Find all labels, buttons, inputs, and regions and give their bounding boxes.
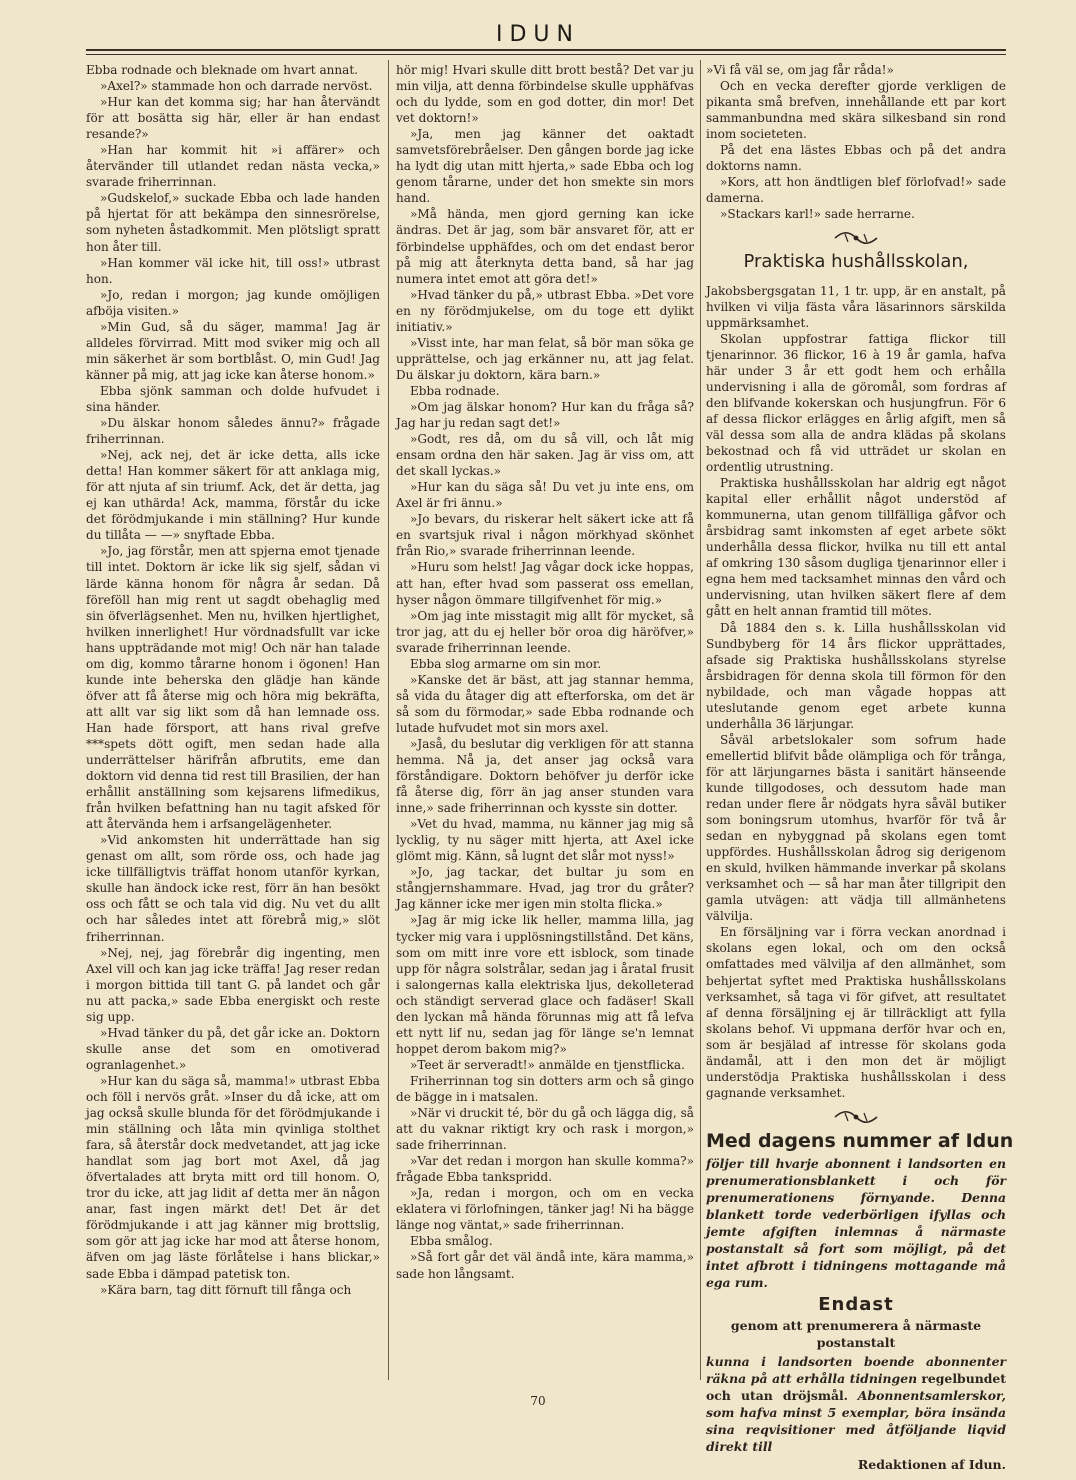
paragraph: Då 1884 den s. k. Lilla hushållsskolan vid Sundbyberg för 14 års flickor upprättades, afsade sig Praktiska hushållsskolans styrelse årsbidragen för denna skola till förmon för den nybildade, och man vågade hoppas att uteslutande genom eget arbete kunna underhålla 36 lärjungar. bbox=[706, 620, 1006, 731]
paragraph: »Stackars karl!» sade herrarne. bbox=[720, 207, 915, 222]
paragraph: »Jo, redan i morgon; jag kunde omöjligen afböja visiten.» bbox=[86, 287, 380, 318]
paragraph: »Han har kommit hit »i affärer» och återvänder till utlandet redan nästa vecka,» svarade friherrinnan. bbox=[86, 143, 380, 190]
paragraph: Friherrinnan tog sin dotters arm och så gingo de bägge in i matsalen. bbox=[396, 1073, 694, 1104]
column-divider bbox=[388, 60, 389, 1380]
paragraph: Och en vecka derefter gjorde verkligen de pikanta små brefven, innehållande ett par kort sammanbundna med skära silkesband sin rond inom societeten. bbox=[706, 79, 1006, 142]
ornament-icon bbox=[833, 230, 879, 246]
page-number: 70 bbox=[530, 1394, 546, 1408]
paragraph: Ebba smålog. bbox=[410, 1234, 493, 1249]
paragraph: »Om jag älskar honom? Hur kan du fråga så? Jag har ju redan sagt det!» bbox=[396, 399, 694, 431]
paragraph: »Huru som helst! Jag vågar dock icke hoppas, att han, efter hvad som passerat oss emellan, hyser någon ömmare tillgifvenhet för mig.» bbox=[396, 560, 694, 607]
paragraph: »Jo, jag förstår, men att spjerna emot tjenade till intet. Doktorn är icke lik sig sjelf, sådan vi lärde känna honom för några år sedan. Då föreföll han mig rent ut sagdt obehaglig med sin öfverlägsenhet. Men nu, hvilken hjertlighet, hvilken innerlighet! Hur vördnadsfullt var icke hans uppträdande mot mig! Och när han talade om dig, kommo tårarne honom i ögonen! Han kunde inte beherska den glädje han kände öfver att få återse mig och höra mig bekräfta, att allt var sig likt som då han lemnade oss. Han hade försport, att hans rival grefve ***spets dött ogift, men sedan hade alla underrättelser härifrån afbrutits, eme dan doktorn vid denna tid rest till Brasilien, der han erhållit anställning som kejsarens lifmedikus, från hvilken befattning han nu tagit afsked för att återvända hem i arfsangelägenheter. bbox=[86, 544, 380, 832]
paragraph: En försäljning var i förra veckan anordnad i skolans egen lokal, och om den också omfattades med välvilja af den allmänhet, som behjertat syftet med Praktiska hushållsskolans verksamhet, så taga vi för gifvet, att resultatet af denna försäljning ej är tillräckligt att fylla skolans behof. Vi uppmana derför hvar och en, som är besjälad af intresse för skolans goda ändamål, att i den mon det är möjligt understödja Praktiska hushållsskolan i dess gagnande verksamhet. bbox=[706, 925, 1006, 1100]
notice-intro: följer till hvarje abonnent i landsorten en prenumerationsblankett i och för prenumerationens förnyande. Denna blankett torde vederbörligen ifyllas och jemte afgiften inlemnas å närmaste postanstalt så fort som möjligt, på det intet afbrott i tidningens mottagande må ega rum. bbox=[706, 1155, 1006, 1290]
paragraph: »Ja, men jag känner det oaktadt samvetsförebråelser. Den gången borde jag icke ha lydt dig utan mitt hjerta,» sade Ebba och log genom tårarne, under det hon smekte sin mors hand. bbox=[396, 127, 694, 206]
paragraph: »Visst inte, har man felat, så bör man söka ge upprättelse, och jag erkänner nu, att jag felat. Du älskar ju doktorn, kära barn.» bbox=[396, 335, 694, 382]
paragraph: »Godt, res då, om du så vill, och låt mig ensam ordna den här saken. Jag är viss om, att det skall lyckas.» bbox=[396, 432, 694, 479]
masthead-title: IDUN bbox=[496, 22, 580, 47]
paragraph: »Vi få väl se, om jag får råda!» bbox=[706, 63, 894, 77]
paragraph: hör mig! Hvari skulle ditt brott bestå? Det var ju min vilja, att denna förbindelse skulle upphäfvas och du lydde, som en god dotter, din mor! Det vet doktorn!» bbox=[396, 63, 694, 126]
paragraph: »Jo, jag tackar, det bultar ju som en stångjernshammare. Hvad, jag tror du gråter? Jag känner icke mer igen min stolta flicka.» bbox=[396, 865, 694, 912]
paragraph: Skolan uppfostrar fattiga flickor till tjenarinnor. 36 flickor, 16 à 19 år gamla, hafva här under 3 år ett godt hem och erhålla undervisning i alla de göromål, som fordras af den blifvande kokerskan och husjungfrun. För 6 af dessa flickor erlägges en årlig afgift, men så väl dessa som alla de andra klädas på skolans bekostnad och få vid utträdet ur skolan en ordentlig utrustning. bbox=[706, 331, 1006, 475]
notice-bold-line: genom att prenumerera å närmaste postanstalt bbox=[730, 1318, 982, 1350]
paragraph: »Vet du hvad, mamma, nu känner jag mig så lycklig, ty nu säger mitt hjerta, att Axel icke glömt mig. Känn, så lugnt det slår mot nyss!» bbox=[396, 817, 694, 864]
story-column-2 bbox=[396, 62, 694, 1282]
paragraph: Jakobsbergsgatan 11, 1 tr. upp, är en anstalt, på hvilken vi vilja fästa våra läsarinnors särskilda uppmärksamhet. bbox=[706, 283, 1006, 330]
paragraph: »Kors, att hon ändtligen blef förlofvad!» sade damerna. bbox=[706, 175, 1006, 206]
notice-signature: Redaktionen af Idun. bbox=[857, 1457, 1006, 1472]
story-column-1 bbox=[86, 62, 380, 1298]
paragraph: »Du älskar honom således ännu?» frågade friherrinnan. bbox=[86, 416, 380, 447]
paragraph: Ebba rodnade och bleknade om hvart annat. bbox=[86, 63, 358, 77]
notice-body-part: regelbundet och utan dröjsmål. bbox=[706, 1371, 1006, 1403]
paragraph: »Gudskelof,» suckade Ebba och lade handen på hjertat för att bekämpa den sinnesrörelse, som nyheten åstadkommit. Men plötsligt spratt hon åter till. bbox=[86, 191, 380, 254]
paragraph: »Teet är serveradt!» anmälde en tjenstflicka. bbox=[410, 1057, 685, 1072]
column-divider bbox=[700, 60, 701, 1380]
masthead-rule-thick bbox=[86, 49, 1006, 51]
paragraph: »Hur kan det komma sig; har han återvändt för att bosätta sig här, eller är han endast resande?» bbox=[86, 95, 380, 142]
paragraph: »Han kommer väl icke hit, till oss!» utbrast hon. bbox=[86, 255, 380, 286]
paragraph: Ebba sjönk samman och dolde hufvudet i sina händer. bbox=[86, 383, 380, 414]
paragraph: »Hur kan du säga så! Du vet ju inte ens, om Axel är fri ännu.» bbox=[396, 480, 694, 511]
paragraph: Ebba rodnade. bbox=[410, 383, 500, 398]
paragraph: »Jag är mig icke lik heller, mamma lilla, jag tycker mig vara i upplösningstillstånd. Det käns, som om mitt inre vore ett isblock, som tinade upp för några solstrålar, sedan jag i åratal frusit i salongernas kalla elektriska ljus, dekolleterad och ständigt serverad glace och fadäser! Skall den lyckan må hända förunnas mig att få lefva ett nytt lif nu, sedan jag för länge se'n lemnat hoppet derom bakom mig?» bbox=[396, 913, 694, 1056]
paragraph: Ebba slog armarne om sin mor. bbox=[410, 656, 602, 671]
paragraph: »När vi druckit té, bör du gå och lägga dig, så att du vaknar riktigt kry och rask i morgon,» sade friherrinnan. bbox=[396, 1106, 694, 1153]
column-3 bbox=[706, 62, 1014, 1473]
paragraph: »Jo bevars, du riskerar helt säkert icke att få en svartsjuk rival i någon mörkhyad skönhet från Rio,» svarade friherrinnan leende. bbox=[396, 512, 694, 559]
paragraph: »Om jag inte misstagit mig allt för mycket, så tror jag, att du ej heller bör oroa dig häröfver,» svarade friherrinnan leende. bbox=[396, 608, 694, 655]
paragraph: »Må hända, men gjord gerning kan icke ändras. Det är jag, som bär ansvaret för, att er förbindelse upphäfdes, och om det endast beror på mig att återknyta detta band, så har jag numera intet emot att göra det!» bbox=[396, 207, 694, 286]
paragraph: »Ja, redan i morgon, och om en vecka eklatera vi förlofningen, tänker jag! Ni ha bägge länge nog väntat,» sade friherrinnan. bbox=[396, 1186, 694, 1233]
paragraph: »Var det redan i morgon han skulle komma?» frågade Ebba tankspridd. bbox=[396, 1154, 694, 1185]
notice-body-part: kunna i landsorten boende abonnenter räkna på att erhålla tidningen bbox=[706, 1354, 1006, 1386]
paragraph: »Min Gud, så du säger, mamma! Jag är alldeles förvirrad. Mitt mod sviker mig och all min säkerhet är som bortblåst. O, min Gud! Jag känner på mig, att jag icke kan återse honom.» bbox=[86, 319, 380, 382]
paragraph: »Kära barn, tag ditt förnuft till fånga och bbox=[100, 1282, 352, 1297]
notice-heading: Med dagens nummer af Idun bbox=[706, 1129, 1014, 1152]
paragraph: »Axel?» stammade hon och darrade nervöst. bbox=[100, 79, 373, 94]
paragraph: »Hur kan du säga så, mamma!» utbrast Ebba och föll i nervös gråt. »Inser du då icke, att om jag också skulle blunda för det förödmjukande i min ställning och låta min qvinliga stolthet fara, så återstår dock medvetandet, att jag icke handlat som jag bort mot Axel, då jag öfvertalades att bryta mitt ord till honom. O, tror du icke, att jag lidit af detta mer än någon anar, fast ingen märkt det! Det är det förödmjukande i att jag känner mig brottslig, som gör att jag icke har mod att återse honom, äfven om jag läste förlåtelse i hans blickar,» sade Ebba i dämpad patetisk ton. bbox=[86, 1073, 380, 1281]
paragraph: »Kanske det är bäst, att jag stannar hemma, så vida du åtager dig att efterforska, om det är så som du förmodar,» sade Ebba rodnande och lutade hufvudet mot sin mors axel. bbox=[396, 672, 694, 735]
paragraph: Såväl arbetslokaler som sofrum hade emellertid blifvit både olämpliga och för trånga, för att lärjungarnes bästa i sanitärt hänseende kunde tillgodoses, och dessutom hade man redan under flere år nödgats hyra såväl butiker som boningsrum utomhus, hvarför för två år sedan en nybyggnad på skolans egen tomt uppfördes. Hushållsskolan ådrog sig derigenom en skuld, hvilken hämmande inverkar på skolans verksamhet och — så har man åter tillgripit den gamla utvägen: att vädja till allmänhetens välvilja. bbox=[706, 732, 1006, 924]
ornament-icon bbox=[833, 1109, 879, 1125]
paragraph: »Nej, ack nej, det är icke detta, alls icke detta! Han kommer säkert för att anklaga mig, för att njuta af sin triumf. Ack, det är detta, jag ej kan uthärda! Ack, mamma, förstår du icke det förödmjukande i min ställning? Hur kunde du tillåta — —» snyftade Ebba. bbox=[86, 448, 380, 543]
masthead-rule-thin bbox=[86, 54, 1006, 55]
notice-body-part: Abonnentsamlerskor, som hafva minst 5 exemplar, böra insända sina reqvisitioner med åtföljande liqvid direkt till bbox=[706, 1388, 1006, 1454]
notice-emphasis: Endast bbox=[818, 1293, 894, 1315]
section-heading: Praktiska hushållsskolan, bbox=[743, 251, 969, 273]
paragraph: »Hvad tänker du på, det går icke an. Doktorn skulle anse det som en omotiverad ogranlagenhet.» bbox=[86, 1025, 380, 1072]
paragraph: »Hvad tänker du på,» utbrast Ebba. »Det vore en ny förödmjukelse, om du toge ett dylikt initiativ.» bbox=[396, 287, 694, 334]
paragraph: »Jaså, du beslutar dig verkligen för att stanna hemma. Nå ja, det anser jag också vara förståndigare. Doktorn behöfver ju derför icke få återse dig, förr än jag anser stunden vara inne,» sade friherrinnan och kysste sin dotter. bbox=[396, 736, 694, 816]
paragraph: På det ena lästes Ebbas och på det andra doktorns namn. bbox=[706, 143, 1006, 174]
paragraph: »Vid ankomsten hit underrättade han sig genast om allt, som rörde oss, och hade jag icke tillfälligtvis träffat honom utanför kyrkan, skulle han ändock icke rest, förr än han besökt oss och fått se och tala vid dig. Nu vet du allt och har således intet att förebrå mig,» slöt friherrinnan. bbox=[86, 833, 380, 944]
paragraph: »Nej, nej, jag förebrår dig ingenting, men Axel vill och kan jag icke träffa! Jag reser redan i morgon bittida till tant G. på landet och går nu att packa,» sade Ebba energiskt och reste sig upp. bbox=[86, 945, 380, 1024]
paragraph: Praktiska hushållsskolan har aldrig egt något kapital eller erhållit något understöd af kommunerna, utan genom tillfälliga gåfvor och årsbidrag samt inkomsten af eget arbete sökt underhålla dessa flickor, hvilka nu till ett antal af omkring 130 såsom dugliga tjenarinnor eller i egna hem med tacksamhet minnas den vård och undervisning, utan hvilken säkert flere af dem gått en helt annan framtid till mötes. bbox=[706, 476, 1006, 619]
paragraph: »Så fort går det väl ändå inte, kära mamma,» sade hon långsamt. bbox=[396, 1250, 694, 1281]
